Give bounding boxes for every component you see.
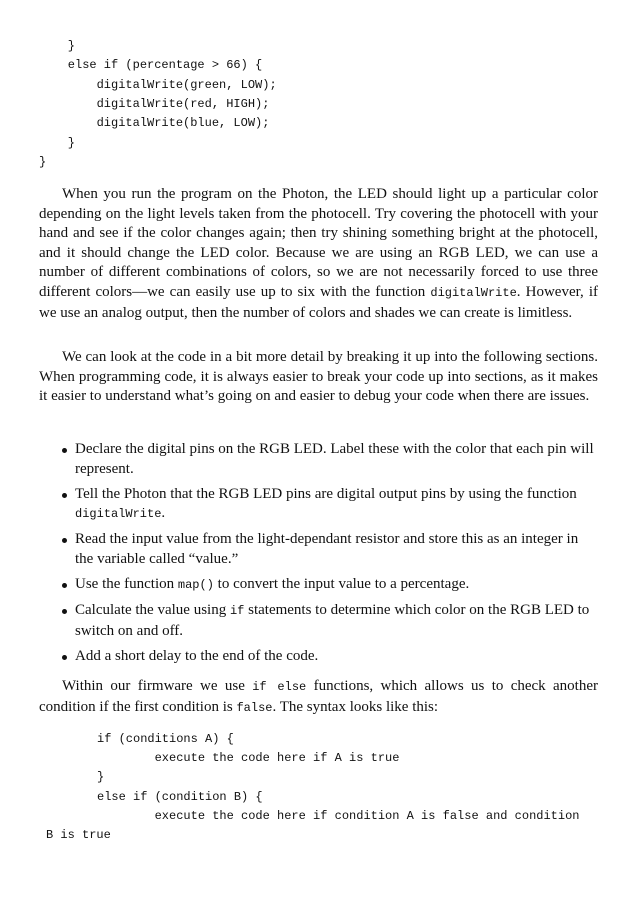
code-line: } — [39, 155, 47, 169]
inline-code: if — [229, 604, 245, 619]
list-item-text: Calculate the value using — [75, 602, 230, 619]
paragraph-run-program — [39, 185, 598, 323]
inline-code: digitalWrite — [430, 285, 517, 300]
inline-code: if else — [252, 680, 307, 694]
paragraph-text: . The syntax looks like this: — [272, 698, 439, 715]
list-item-text: Tell the Photon that the RGB LED pins are digital output pins by using the function — [75, 485, 577, 502]
list-item — [62, 530, 598, 569]
list-item-text: . — [161, 505, 166, 522]
paragraph-text: . However, if we use an analog output, then the number of colors and shades we can create is limitless. — [39, 283, 598, 321]
inline-code: digitalWrite — [75, 507, 162, 522]
paragraph-code-sections — [39, 348, 598, 407]
code-line: } — [97, 770, 105, 784]
list-item-text: Add a short delay to the end of the code. — [75, 647, 319, 664]
list-item — [62, 647, 598, 667]
bullet-dot-icon — [62, 493, 67, 498]
paragraph-if-else — [39, 677, 598, 718]
bullet-dot-icon — [62, 609, 67, 614]
list-item-text: Read the input value from the light-dependant resistor and store this as an integer in the variable called “value.” — [75, 531, 579, 567]
code-line: else if (condition B) { — [97, 790, 263, 804]
list-item-text: to convert the input value to a percentage. — [213, 576, 470, 593]
bullet-dot-icon — [62, 583, 67, 588]
paragraph-text: Within our firmware we use — [62, 678, 253, 694]
code-line: } — [39, 39, 76, 53]
code-line: else if (percentage > 66) { — [39, 58, 263, 72]
code-line: execute the code here if A is true — [97, 751, 400, 765]
code-line: } — [39, 136, 76, 150]
list-item — [62, 440, 598, 479]
code-line: execute the code here if condition A is false and condition — [97, 809, 580, 823]
inline-code: false — [236, 700, 273, 715]
code-line: digitalWrite(blue, LOW); — [39, 116, 270, 130]
paragraph-text: We can look at the code in a bit more detail by breaking it up into the following sections. When programming code, it is always easier to break your code up into sections, as it makes it easier to understand what’s going on and easier to debug your code when there are issues. — [39, 349, 598, 405]
paragraph-text: functions, which allows us to check another condition if the first condition is — [39, 678, 598, 715]
list-item-text: Declare the digital pins on the RGB LED. Label these with the color that each pin will represent. — [75, 441, 594, 477]
list-item — [62, 575, 598, 596]
bullet-dot-icon — [62, 538, 67, 543]
code-line: digitalWrite(red, HIGH); — [39, 97, 270, 111]
list-item-text: statements to determine which color on the RGB LED to switch on and off. — [75, 602, 590, 639]
list-item-text: Use the function — [75, 576, 178, 593]
bullet-dot-icon — [62, 655, 67, 660]
inline-code: map() — [177, 578, 214, 593]
list-item — [62, 485, 598, 525]
code-line: B is true — [46, 828, 111, 842]
bullet-dot-icon — [62, 448, 67, 453]
steps-list — [62, 440, 598, 672]
list-item — [62, 601, 598, 641]
code-line: if (conditions A) { — [97, 732, 234, 746]
code-line: digitalWrite(green, LOW); — [39, 78, 277, 92]
paragraph-text: When you run the program on the Photon, the LED should light up a particular color depending on the light levels taken from the photocell. Try covering the photocell with your hand and see if the color changes again; then try shining something bright at the photocell, and it should change the LED color. Because we are using an RGB LED, we can use a number of different combinations of colors, so we are not necessarily forced to use three different colors—we can easily use up to six with the function — [39, 186, 598, 300]
